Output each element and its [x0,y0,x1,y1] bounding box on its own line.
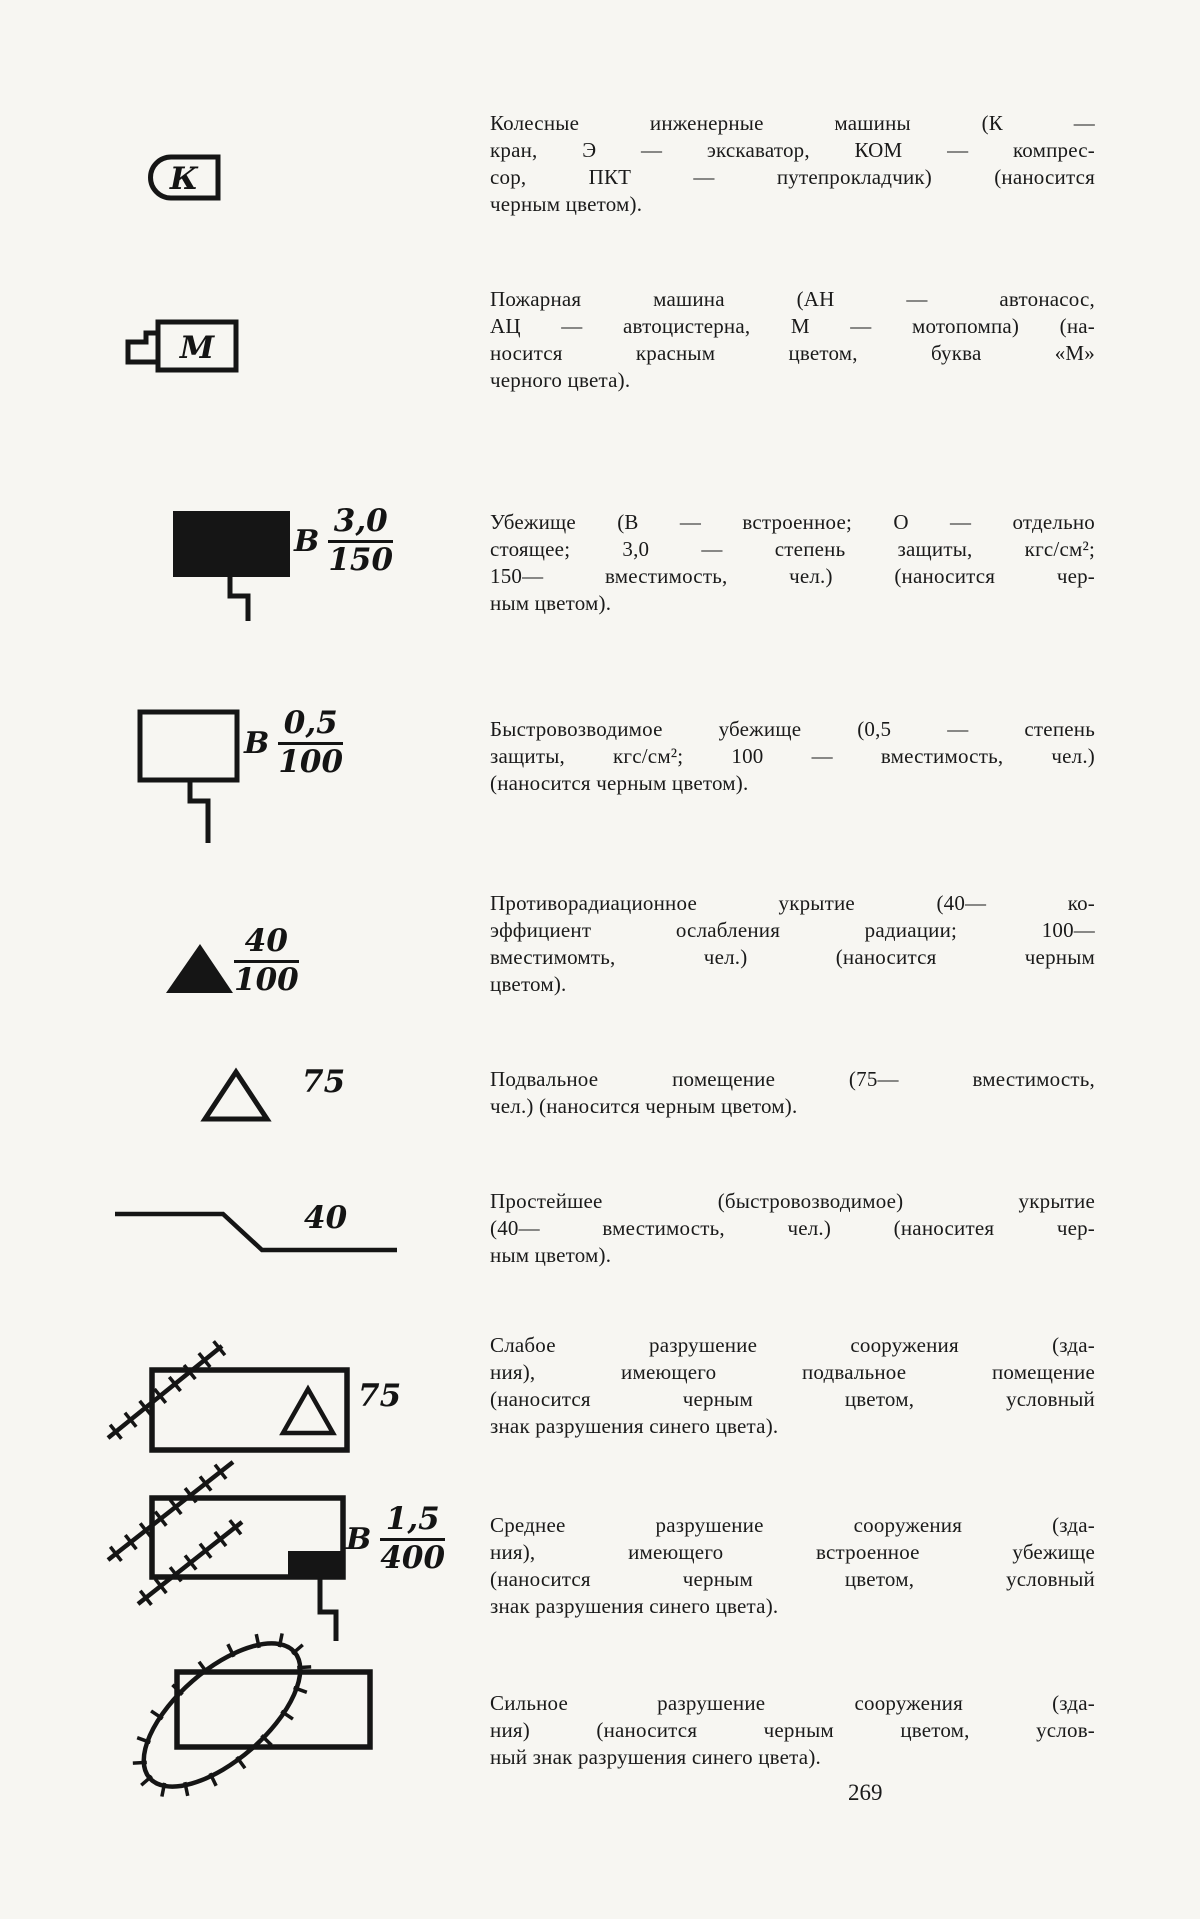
fraction-numerator: 1,5 [385,1501,440,1537]
text-line: ным цветом). [490,1243,612,1267]
text-line: Противорадиационное укрытие (40— ко- [490,891,1095,915]
fraction-numerator: 0,5 [283,705,338,741]
text-line: кран, Э — экскаватор, КОМ — компрес- [490,138,1095,162]
fraction-denominator: 150 [328,541,394,578]
fraction [278,705,344,780]
entry-4-description [490,716,1095,797]
text-line: (наносится черным цветом, условный [490,1387,1095,1411]
fraction-denominator: 400 [380,1539,446,1576]
text-line: ния), имеющего встроенное убежище [490,1540,1095,1564]
entry-10-description [490,1690,1095,1771]
fraction [328,503,394,578]
text-line: Быстровозводимое убежище (0,5 — степень [490,717,1095,741]
wheeled-engineer-vehicle-symbol [151,157,218,198]
text-line: Слабое разрушение сооружения (зда- [490,1333,1095,1357]
fraction-numerator: 40 [244,923,288,959]
text-line: знак разрушения синего цвета). [490,1594,779,1618]
text-line: 150— вместимость, чел.) (наносится чер- [490,564,1095,588]
entry-7-description [490,1188,1095,1269]
text-line: Сильное разрушение сооружения (зда- [490,1691,1095,1715]
weak-destruction-capacity-label: 75 [358,1378,402,1414]
entry-2-description [490,286,1095,394]
text-line: цветом). [490,972,567,996]
fraction-numerator: 3,0 [333,503,388,539]
basement-capacity-label: 75 [302,1064,346,1100]
medium-destruction-shelter-label [346,1501,446,1576]
text-line: чел.) (наносится черным цветом). [490,1094,798,1118]
text-line: черного цвета). [490,368,631,392]
entry-9-description [490,1512,1095,1620]
weak-destruction-symbol [108,1341,347,1450]
shelter-protection-capacity-label [294,503,394,578]
simple-cover-capacity-label: 40 [304,1200,348,1236]
strong-destruction-symbol [105,1603,370,1827]
text-line: носится красным цветом, буква «М» [490,341,1095,365]
entry-6-description [490,1066,1095,1120]
simple-cover-symbol [115,1214,397,1250]
fraction [380,1501,446,1576]
text-line: АЦ — автоцистерна, М — мотопомпа) (на- [490,314,1095,338]
text-line: черным цветом). [490,192,643,216]
text-line: Подвальное помещение (75— вместимость, [490,1067,1095,1091]
text-line: Пожарная машина (АН — автонасос, [490,287,1095,311]
fire-vehicle-symbol [128,322,236,370]
antiradiation-cover-label [234,923,299,998]
text-line: ния) (наносится черным цветом, услов- [490,1718,1095,1742]
rapid-shelter-protection-capacity-label [244,705,344,780]
fraction-denominator: 100 [234,961,299,998]
letter-v: В [346,1521,372,1557]
text-line: ный знак разрушения синего цвета). [490,1745,821,1769]
entry-8-description [490,1332,1095,1440]
text-line: стоящее; 3,0 — степень защиты, кгс/см²; [490,537,1095,561]
letter-v: В [244,725,270,761]
text-line: эффициент ослабления радиации; 100— [490,918,1095,942]
antiradiation-cover-symbol [166,944,233,993]
built-in-shelter-symbol [173,511,290,621]
text-line: защиты, кгс/см²; 100 — вместимость, чел.) [490,744,1095,768]
text-line: ния), имеющего подвальное помещение [490,1360,1095,1384]
text-line: Среднее разрушение сооружения (зда- [490,1513,1095,1537]
text-line: ным цветом). [490,591,612,615]
text-line: (наносится черным цветом). [490,771,749,795]
text-line: Убежище (В — встроенное; О — отдельно [490,510,1095,534]
entry-1-description [490,110,1095,218]
basement-room-symbol [205,1072,267,1119]
rapid-shelter-symbol [140,712,237,843]
fraction [234,923,299,998]
letter-v: В [294,523,320,559]
entry-3-description [490,509,1095,617]
text-line: знак разрушения синего цвета). [490,1414,779,1438]
text-line: сор, ПКТ — путепрокладчик) (наносится [490,165,1095,189]
vehicle-letter: К [169,161,199,197]
fraction-denominator: 100 [278,743,344,780]
text-line: вместимомть, чел.) (наносится черным [490,945,1095,969]
text-line: (40— вместимость, чел.) (наноситея чер- [490,1216,1095,1240]
text-line: Простейшее (быстровозводимое) укрытие [490,1189,1095,1213]
medium-destruction-symbol [108,1462,343,1641]
page-number: 269 [848,1780,883,1805]
vehicle-letter: М [179,330,215,366]
text-line: (наносится черным цветом, условный [490,1567,1095,1591]
entry-5-description [490,890,1095,998]
text-line: Колесные инженерные машины (К — [490,111,1095,135]
